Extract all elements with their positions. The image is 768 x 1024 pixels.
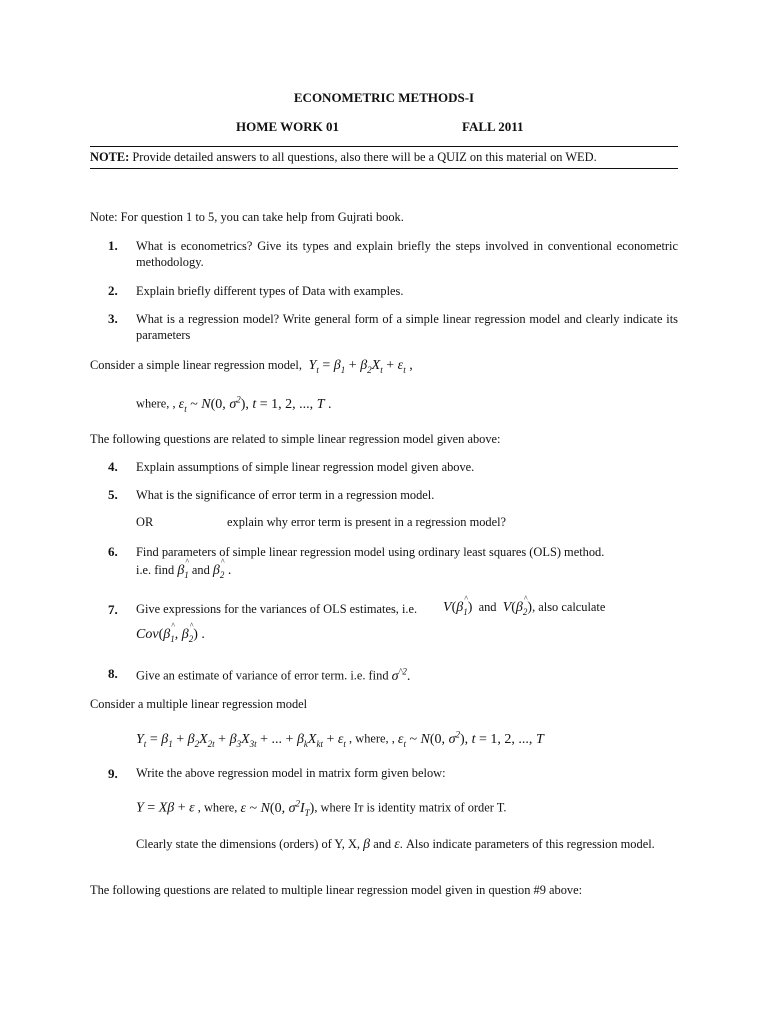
q9-dims-tail: . Also indicate parameters of this regression model.	[399, 837, 655, 851]
q9-dims-and: and	[373, 837, 392, 851]
question-number: 3.	[108, 311, 118, 326]
q9-identity: , where Iᴛ is identity matrix of order T.	[314, 800, 507, 815]
q6-line2: i.e. find β $\^{}_1$ and β $\^{}_2$ .	[136, 563, 231, 580]
simple-error-distribution: $\varepsilon_t$ ~ N(0, $\sigma^2$), t = 1, 2, ..., T .	[178, 394, 332, 414]
simple-followup: The following questions are related to simple linear regression model given above:	[90, 432, 501, 446]
note-label: NOTE:	[90, 150, 130, 164]
question-text: What is the significance of error term in a regression model.	[136, 488, 435, 502]
q9-dimensions: Clearly state the dimensions (orders) of Y, X, β and ε. Also indicate parameters of this regression model.	[136, 837, 655, 852]
question-text: Find parameters of simple linear regression model using ordinary least squares (OLS) method.	[136, 545, 605, 559]
question-number: 2.	[108, 283, 118, 298]
simple-model-lead: Consider a simple linear regression model,	[90, 358, 302, 372]
note-text: Provide detailed answers to all questions, also there will be a QUIZ on this material on WED.	[132, 150, 597, 164]
simple-error-line	[136, 394, 331, 413]
note-bottom-rule	[90, 168, 678, 169]
q7-variance-expr: V(β $\^{}_1$) and V(β $\^{}_2$), also calculate	[443, 600, 605, 617]
question-number: 6.	[108, 544, 118, 559]
q5-alt: explain why error term is present in a regression model?	[227, 515, 507, 529]
question-text: What is a regression model? Write general form of a simple linear regression model and clearly indicate its parameters	[136, 312, 678, 342]
term-label: FALL 2011	[462, 119, 524, 134]
question-text: What is econometrics? Give its types and explain briefly the steps involved in conventional econometric methodology.	[136, 239, 678, 269]
question-number: 1.	[108, 238, 118, 253]
closing-line: The following questions are related to multiple linear regression model given in question #9 above:	[90, 883, 583, 897]
note-line	[90, 150, 597, 165]
question-text: Explain briefly different types of Data with examples.	[136, 284, 404, 298]
question-text: Give expressions for the variances of OLS estimates, i.e.	[136, 602, 418, 616]
question-number: 4.	[108, 459, 118, 474]
question-text: Give an estimate of variance of error term. i.e. find	[136, 668, 389, 683]
q9-matrix-form: Y = Xβ + ε , where, ε ~ N(0, $\sigma^2I_T$), where Iᴛ is identity matrix of order T.	[136, 798, 507, 818]
multiple-where: , where, ,	[349, 731, 395, 746]
q8-line: Give an estimate of variance of error term. i.e. find $\sigma^{\^{}2}$.	[136, 666, 411, 684]
question-text: Write the above regression model in matrix form given below:	[136, 766, 446, 780]
homework-number: HOME WORK 01	[236, 119, 340, 134]
question-number: 7.	[108, 602, 118, 617]
q5-or: OR	[136, 515, 154, 529]
multiple-model-equation: $Y_t = \beta_1 + \beta_2X_{2t} + \beta_3X_{3t}$ + ... + $\beta_kX_{kt} + \varepsilon_t$ , where, , $\varepsilon_t$ ~ N(0, $\sigma^2$), t = 1, 2, ..., T	[136, 729, 544, 749]
question-number: 5.	[108, 487, 118, 502]
q7-tail: , also calculate	[532, 600, 606, 614]
question-number: 8.	[108, 666, 118, 681]
q7-and: and	[478, 600, 497, 614]
simple-where: where, ,	[136, 396, 176, 411]
simple-model-equation: $Y_t = \beta_1 + \beta_2X_t + \varepsilon_t$ ,	[305, 358, 413, 375]
q9-dims: Clearly state the dimensions (orders) of Y, X,	[136, 837, 361, 851]
question-number: 9.	[108, 766, 118, 781]
course-title: ECONOMETRIC METHODS-I	[293, 90, 475, 105]
multiple-model-lead: Consider a multiple linear regression model	[90, 697, 308, 711]
intro-note: Note: For question 1 to 5, you can take help from Gujrati book.	[90, 210, 404, 224]
q9-where: , where,	[197, 800, 238, 815]
note-top-rule	[90, 146, 678, 147]
simple-model-line	[90, 358, 413, 375]
q6-and: and	[191, 563, 210, 577]
q7-covariance: Cov(β $\^{}_1$, β $\^{}_2$) .	[136, 627, 205, 644]
q6-ie: i.e. find	[136, 563, 175, 577]
question-text: Explain assumptions of simple linear regression model given above.	[136, 460, 475, 474]
